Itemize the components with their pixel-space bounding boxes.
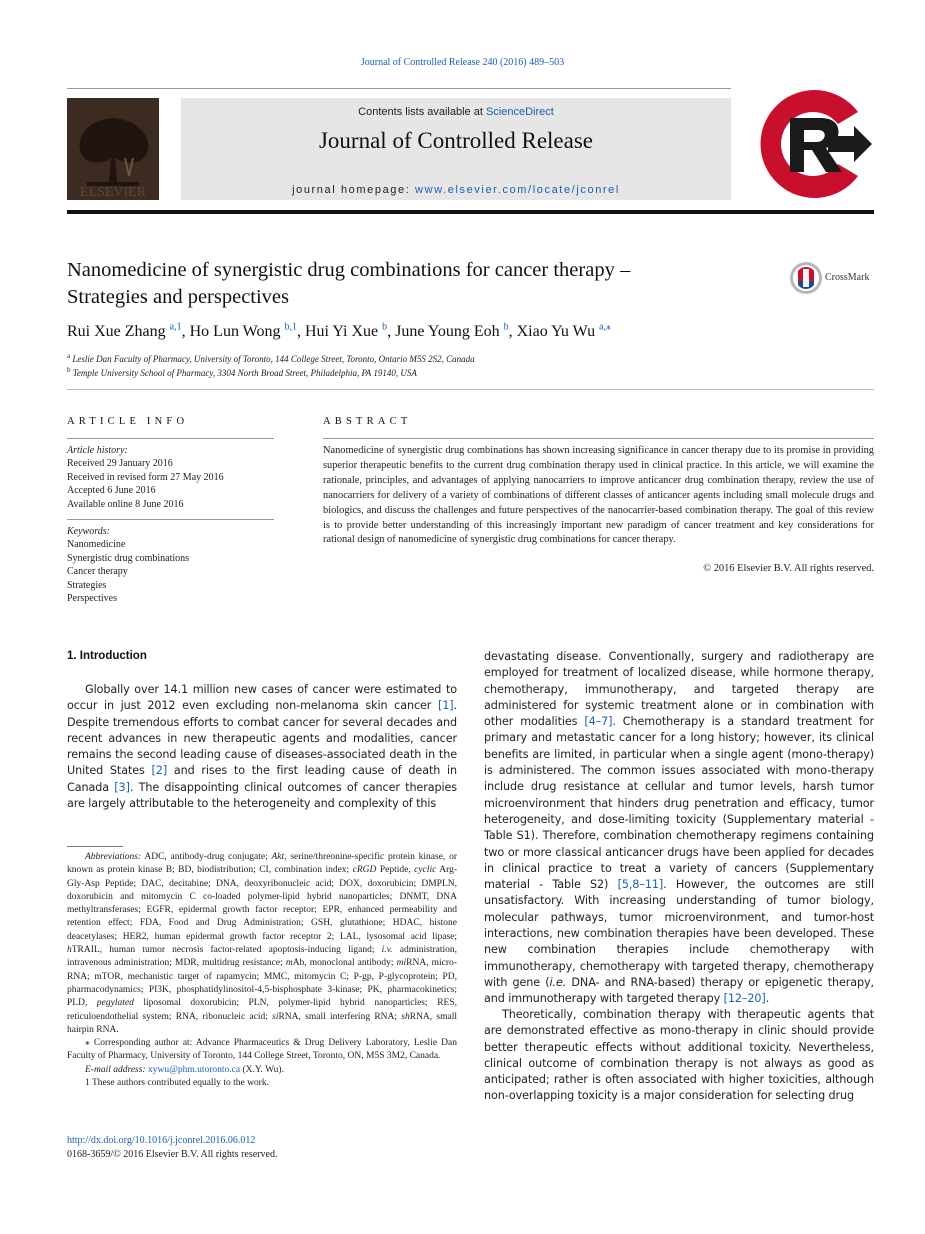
abbreviations-footnote: Abbreviations: ADC, antibody-drug conjugate; Akt, serine/threonine-specific protein kinase, or known as protein kinase B; BD, biodistribution; CI, combination index; cRGD Peptide, cyclic Arg-Gly-Asp Peptide; DAC, decitabine; DNA, deoxyribonucleic acid; DOX, doxorubicin; DMPLN, doxorubicin and mitomycin C co-loaded polymer-lipid hybrid nanoparticles; DNMT, DNA methyltransferases; EGFR, epidermal growth factor receptor; EPR, enhanced permeability and retention effect; FDA, Food and Drug Administration; GSH, glutathione; HDAC, histone deacetylases; HER2, human epidermal growth factor receptor 2; LAL, lysosomal acid lipase; hTRAIL, human tumor necrosis factor-related apoptosis-inducing ligand; i.v. administration, intravenous administration; MDR, multidrug resistance; mAb, monoclonal antibody; miRNA, micro-RNA; mTOR, mechanistic target of rapamycin; MMC, mitomycin C; P-gp, P-glycoprotein; PD, pharmacodynamics; PI3K, phosphatidylinositol-4,5-bisphosphate 3-kinase; PK, pharmacokinetics; PLD, pegylated liposomal doxorubicin; PLN, polymer-lipid hybrid nanoparticles; RES, reticuloendothelial system; RNA, ribonucleic acid; siRNA, small interfering RNA; shRNA, small hairpin RNA. (67, 852, 458, 1035)
intro-paragraph-1: Globally over 14.1 million new cases of cancer were estimated to occur in just 2012 even excluding non-melanoma skin cancer [1]. Despite tremendous efforts to combat cancer for several decades and recent advances in new therapeutic agents and modalities, cancer remains the second leading cause of diseases-associated death in the United States [2] and rises to the first leading cause of death in Canada [3]. The disappointing clinical outcomes of cancer therapies are largely attributable to the heterogeneity and complexity of this (67, 683, 457, 811)
doi-link[interactable]: http://dx.doi.org/10.1016/j.jconrel.2016.06.012 (67, 1135, 256, 1146)
svg-text:ELSEVIER: ELSEVIER (79, 185, 147, 200)
crossmark-label: CrossMark (825, 272, 870, 283)
affiliation-a: $^a$ Leslie Dan Faculty of Pharmacy, University of Toronto, 144 College Street, Toronto, Ontario M5S 2S2, Canada (67, 352, 475, 364)
history-label: Article history: (67, 445, 128, 456)
header-thick-rule (67, 210, 874, 214)
homepage-link[interactable]: www.elsevier.com/locate/jconrel (415, 184, 620, 196)
keywords-label: Keywords: (67, 526, 110, 537)
history-item: Received in revised form 27 May 2016 (67, 471, 224, 483)
citation-link[interactable]: [4–7] (584, 715, 613, 729)
footnotes (67, 851, 457, 1090)
citation-link[interactable]: [2] (151, 764, 168, 778)
author[interactable]: Xiao Yu Wu $^{a,⁎}$ (516, 322, 612, 341)
contents-line (181, 106, 731, 118)
keywords (67, 525, 274, 605)
abstract-heading: ABSTRACT (323, 416, 412, 427)
author[interactable]: Rui Xue Zhang $^{a,1}$, (67, 322, 190, 341)
article-info-heading: ARTICLE INFO (67, 416, 189, 427)
corresponding-author-footnote: ⁎ Corresponding author at: Advance Pharmaceutics & Drug Delivery Laboratory, Leslie Dan Faculty of Pharmacy, University of Toronto, 144 College Street, Toronto, ON, M5S 3M2, Canada. (67, 1038, 457, 1062)
elsevier-logo[interactable] (67, 98, 159, 200)
citation-link[interactable]: [1] (437, 699, 454, 713)
journal-title: Journal of Controlled Release (318, 128, 593, 153)
intro-paragraph-2: devastating disease. Conventionally, surgery and radiotherapy are employed for treatment of localized disease, while hormone therapy, chemotherapy, immunotherapy, and targeted therapy are administered for systemic treatment alone or in combination with other modalities [4–7]. Chemotherapy is a standard treatment for primary and metastatic cancer for a long history; however, its clinical benefits are limited, in particular when a single agent (mono-therapy) is administered. The common issues associated with mono-therapy include drug resistance at cellular and tumor levels, harsh tumor microenvironment that hinders drug penetration and efficacy, tumor heterogeneity, and dose-limiting toxicity (Supplementary material - Table S1). Therefore, combination chemotherapy regimens containing two or more classical anticancer drugs have been applied for decades in clinical practice to treat a variety of cancers (Supplementary material - Table S2) [5,8–11]. However, the outcomes are still unsatisfactory. With increasing understanding of tumor biology, molecular pathways, tumor microenvironment, and tumor-host interactions, new combination therapies have been developed. These new combination therapies include chemotherapy with immunotherapy, chemotherapy with targeted therapy, chemotherapy with gene (i.e. DNA- and RNA-based) therapy or epigenetic therapy, and immunotherapy with targeted therapy [12–20]. (484, 650, 875, 1006)
journal-reference-link[interactable]: Journal of Controlled Release 240 (2016) 489–503 (360, 57, 565, 68)
intro-paragraph-3: Theoretically, combination therapy with therapeutic agents that are demonstrated effective as mono-therapy in clinic should provide better therapeutic effects without additional toxicity. Nevertheless, clinical outcome of combination therapy is not always as good as anticipated; rather is often associated with higher toxicities, although non-overlapping toxicity is a major consideration for selecting drug (484, 1008, 874, 1103)
keyword: Perspectives (67, 593, 117, 605)
section-heading-introduction: 1. Introduction (67, 650, 147, 662)
article-history (67, 444, 274, 511)
citation-link[interactable]: [3] (114, 780, 130, 794)
abstract-text: Nanomedicine of synergistic drug combinations has shown increasing significance in cancer therapy due to its promise in providing superior therapeutic benefits to the current drug combination therapy used in clinical practice. In this article, we will examine the rationale, principles, and advantages of applying nanocarriers to improve anticancer drug combination therapy, review the use of nanocarriers for delivery of a variety of combinations of different classes of anticancer agents including small molecule drugs and biologics, and discuss the challenges and future perspectives of the nanocarrier-based combination therapy. The goal of this review is to provide better understanding of this increasingly important new paradigm of cancer treatment and key considerations for rational design of nanomedicine of synergistic drug combinations for cancer therapy. (323, 445, 874, 546)
journal-cr-logo (750, 88, 874, 200)
history-item: Received 29 January 2016 (67, 458, 173, 470)
affiliation-b: $^b$ Temple University School of Pharmacy, 3304 North Broad Street, Philadelphia, PA 19140, USA (67, 366, 417, 378)
keywords-rule (67, 519, 274, 520)
author[interactable]: Hui Yi Xue $^b$, (304, 322, 396, 341)
keyword: Nanomedicine (67, 539, 126, 551)
article-title-line-2: Strategies and perspectives (67, 286, 290, 308)
contents-prefix: Contents lists available at (358, 106, 483, 118)
author[interactable]: Ho Lun Wong $^{b,1}$, (189, 322, 305, 341)
author-list (67, 322, 867, 341)
author[interactable]: June Young Eoh $^b$, (395, 322, 517, 341)
abstract-rule (323, 438, 874, 439)
email-link[interactable]: xywu@phm.utoronto.ca (147, 1064, 241, 1075)
issn-copyright: 0168-3659/© 2016 Elsevier B.V. All rights reserved. (67, 1149, 278, 1160)
header-rule (67, 88, 731, 89)
email-footnote: E-mail address: xywu@phm.utoronto.ca (X.Y. Wu). (85, 1064, 284, 1075)
article-title (67, 257, 747, 311)
article-title-line-1: Nanomedicine of synergistic drug combinations for cancer therapy – (67, 259, 631, 281)
footnote-rule (67, 846, 123, 847)
cr-logo-icon (750, 88, 874, 200)
sciencedirect-link[interactable]: ScienceDirect (485, 106, 554, 118)
title-divider (67, 389, 874, 390)
abstract-copyright: © 2016 Elsevier B.V. All rights reserved. (703, 563, 874, 574)
equal-contribution-footnote: 1 These authors contributed equally to the work. (85, 1078, 269, 1089)
history-item: Available online 8 June 2016 (67, 498, 184, 510)
citation-link[interactable]: [12–20] (723, 992, 766, 1006)
journal-header-box (181, 98, 731, 200)
elsevier-tree-icon (67, 98, 159, 200)
crossmark-badge[interactable] (789, 261, 879, 295)
keyword: Synergistic drug combinations (67, 552, 190, 564)
history-item: Accepted 6 June 2016 (67, 485, 156, 497)
crossmark-icon (789, 261, 823, 295)
article-info-rule (67, 438, 274, 439)
homepage-line (181, 184, 731, 196)
keyword: Cancer therapy (67, 566, 128, 578)
keyword: Strategies (67, 579, 107, 591)
citation-link[interactable]: [5,8–11] (617, 878, 664, 892)
homepage-prefix: journal homepage: (292, 184, 411, 196)
